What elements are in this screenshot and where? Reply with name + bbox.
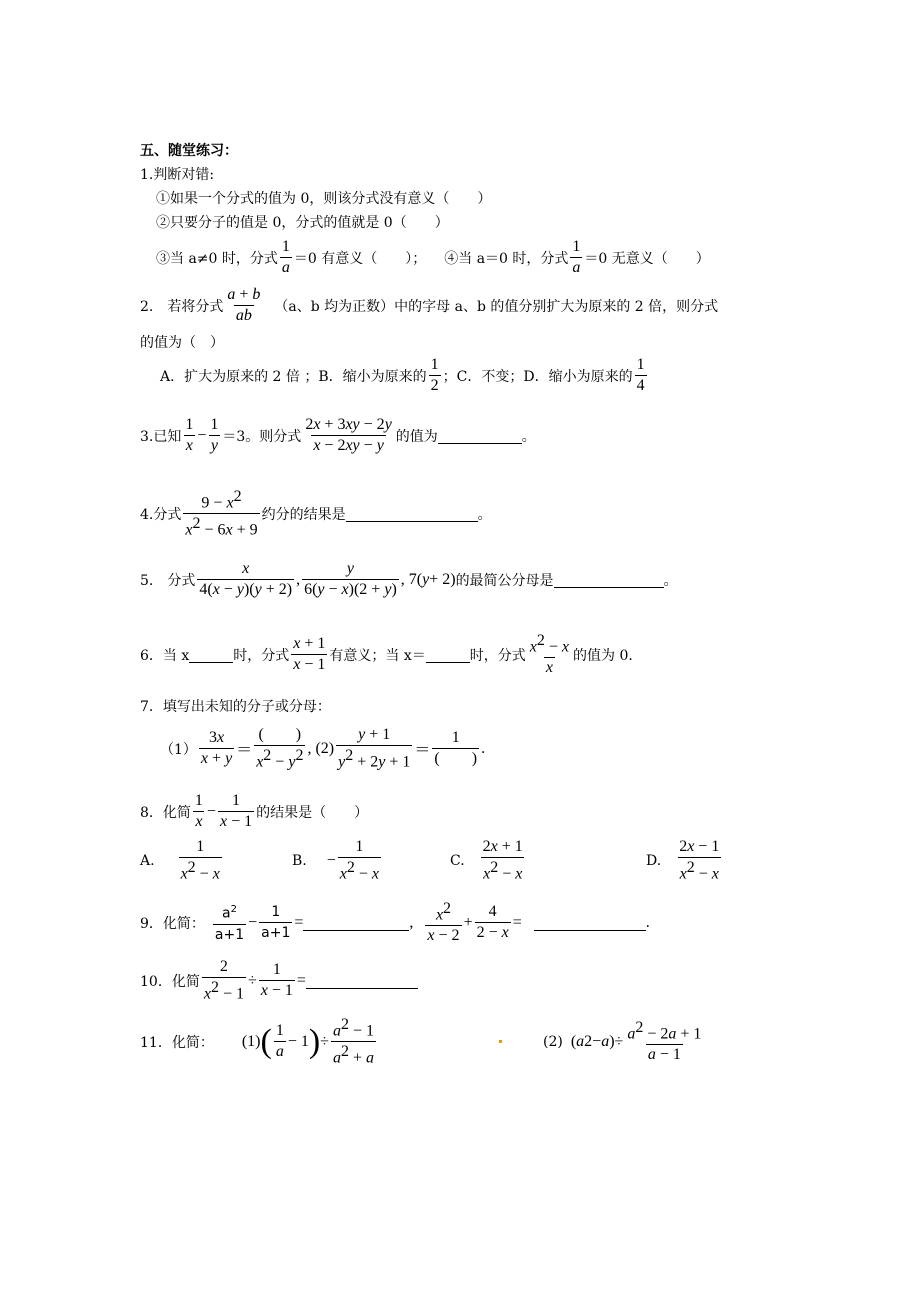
fraction-1-over-a-q11: $\frac{1}{a}$ [275,1022,284,1061]
fraction-q5-second: $\frac{y}{6(y - x)(2 + y)}$ [304,560,397,598]
q3-line: 3.已知 $\frac{1}{x}$ − $\frac{1}{y}$ ＝3。则分式 $\frac{2x + 3xy - 2y}{x - 2xy - y}$ 的值为 。 [140,416,536,454]
fraction-q8-1-over-x: $\frac{1}{x}$ [194,792,203,830]
q4-line [140,488,492,540]
q11-p2: (2) [542,1033,563,1050]
q8-label-c: C. [450,852,465,869]
q8-line: 8．化简 $\frac{1}{x}$ − $\frac{1}{x - 1}$ 的结果是（ ） [140,792,369,830]
fraction-x2-over-x-minus-2: $\frac{x^2}{x - 2}$ [427,900,460,945]
fraction-a2-minus-1-over-a2-plus-a: $\frac{a^2 - 1}{a^2 + a}$ [332,1016,374,1067]
q11-p1: (1) [241,1032,261,1050]
q5-post: 的最简公分母是 [455,572,554,589]
fraction-y-plus-1-over-quadratic: $\frac{y + 1}{y^2 + 2y + 1}$ [338,726,411,771]
q2-pre: 2. 若将分式 [140,298,224,315]
q11-pre: 11．化简： [140,1034,214,1051]
q2-mid: （a、b 均为正数）中的字母 a、b 的值分别扩大为原来的 2 倍，则分式 [274,298,719,315]
fraction-blank-over-x2-minus-y2: $\frac{( )}{x^2 - y^2}$ [256,726,304,771]
q6-mid1: 时，分式 [233,647,290,664]
fraction-option-a: $\frac{1}{x^2 - x}$ [180,838,220,883]
q4-pre: 4.分式 [140,506,182,523]
fraction-1-over-a: $\frac{1}{a}$ [281,238,290,276]
q3-post: 的值为 [395,428,438,445]
q8-option-d[interactable] [646,838,723,883]
q3-answer-blank[interactable] [438,427,522,444]
q9-pre: 9．化简： [140,915,205,932]
fraction-a2-minus-2a-plus-1-over-a-minus-1: $\frac{a^2 - 2a + 1}{a - 1}$ [627,1019,702,1064]
fraction-option-c: $\frac{2x + 1}{x^2 - x}$ [482,838,523,883]
fraction-1-over-a-2: $\frac{1}{a}$ [572,238,581,276]
q8-label-d: D. [646,852,662,869]
q8-label-b: B. [292,852,307,869]
fraction-option-d: $\frac{2x - 1}{x^2 - x}$ [679,838,720,883]
fraction-1-over-4: $\frac{1}{4}$ [636,356,645,394]
q11-p2-text: 2 [548,1033,558,1050]
q8-option-b[interactable]: B. − $\frac{1}{x^2 - x}$ [292,838,380,883]
q3-pre: 3.已知 [140,428,182,445]
fraction-1-over-2: $\frac{1}{2}$ [430,356,439,394]
q5-line: 5. 分式 $\frac{x}{4(x - y)(y + 2)}$ , $\frac{y}{6(y - x)(2 + y)}$ , 7( y + 2) 的最简公分母是 。 [140,560,678,598]
q7-title: 7．填写出未知的分子或分母： [140,699,331,715]
q8-label-a: A. [140,852,155,869]
q2-line2: 的值为（ ） [140,335,224,351]
q6-blank-1[interactable] [189,646,233,663]
q8-option-c[interactable] [450,838,527,883]
fraction-1-over-blank: $\frac{1}{( )}$ [434,729,478,768]
section-heading: 五、随堂练习： [140,143,238,159]
q1-c-post: ＝0 有意义（ ）； [293,250,427,267]
fraction-q4-expression: $\frac{9 - x^2}{x^2 - 6x + 9}$ [185,488,258,539]
q6-line [140,632,633,677]
q2-opts-b: ；C．不变；D．缩小为原来的 [442,368,633,385]
q9-line: 9．化简： $\frac{a^2}{a+1}$ − $\frac{1}{a+1}$ = , $\frac{x^2}{x - 2}$ + $\frac{4}{2 - x}$ = . [140,900,650,945]
q9-blank-2[interactable] [534,914,646,931]
fraction-1-over-a-plus-1: $\frac{1}{a+1}$ [261,904,291,942]
q3-end: 。 [521,428,536,445]
fraction-x-plus-1-over-x-minus-1: $\frac{x + 1}{x - 1}$ [293,635,326,674]
q2-options [160,356,649,395]
q1-d-post: ＝0 无意义（ ） [584,250,710,267]
q9-blank-1[interactable] [303,914,409,931]
q1-item-cd [156,238,710,277]
q1-item-b: ②只要分子的值是 0，分式的值就是 0（ ） [156,215,449,231]
q7-p2: (2) [315,739,335,757]
q1-item-a: ①如果一个分式的值为 0，则该分式没有意义（ ） [156,191,492,207]
q8-option-a[interactable] [140,838,224,883]
fraction-q5-first: $\frac{x}{4(x - y)(y + 2)}$ [199,560,293,598]
q7-p1: （1） [160,741,197,758]
q10-answer-blank[interactable] [306,972,418,989]
q6-pre: 6．当 x [140,647,190,664]
q4-post: 约分的结果是 [261,506,346,523]
q10-pre: 10．化简 [140,973,200,990]
q10-line: 10．化简 $\frac{2}{x^2 - 1}$ ÷ $\frac{1}{x - 1}$ = [140,958,418,1003]
q3-eq: ＝3。则分式 [222,428,302,445]
q7-equations: （1） $\frac{3x}{x + y}$ ＝ $\frac{( )}{x^2 - y^2}$ , (2) $\frac{y + 1}{y^2 + 2y + 1}$ ＝ $\frac{1}{( )}$ . [160,726,486,771]
fraction-a2-over-a-plus-1: $\frac{a^2}{a+1}$ [214,904,245,943]
q2-line1 [140,286,718,325]
q6-post: 的值为 0. [573,647,633,664]
q2-opts-a: A．扩大为原来的 2 倍 ；B．缩小为原来的 [160,368,427,385]
q6-mid3: 时，分式 [469,647,526,664]
q4-end: 。 [477,506,492,523]
fraction-1-over-x-minus-1-q10: $\frac{1}{x - 1}$ [260,961,293,1000]
q6-blank-2[interactable] [426,646,470,663]
fraction-q8-1-over-x-minus-1: $\frac{1}{x - 1}$ [219,792,253,830]
fraction-a-plus-b-over-ab: $\frac{a + b}{ab}$ [227,286,261,324]
q1-d-pre: ④当 a＝0 时，分式 [444,250,569,267]
fraction-q3-expression: $\frac{2x + 3xy - 2y}{x - 2xy - y}$ [305,416,392,454]
stray-mark-dot [499,1040,502,1043]
q8-pre: 8．化简 [140,804,191,821]
q5-pre: 5. 分式 [140,572,196,589]
q8-post: 的结果是（ ） [256,804,369,821]
fraction-2-over-x2-minus-1: $\frac{2}{x^2 - 1}$ [203,958,244,1003]
q5-answer-blank[interactable] [554,571,664,588]
fraction-x2-minus-x-over-x: $\frac{x^2 - x}{x}$ [529,632,570,677]
fraction-3x-over-x-plus-y: $\frac{3x}{x + y}$ [200,729,233,768]
fraction-1-over-y: $\frac{1}{y}$ [210,416,219,454]
q11-line: 11．化简： (1) ( $\frac{1}{a}$ − 1 ) ÷ $\frac{a^2 - 1}{a^2 + a}$ (2) ( a 2 − a ) ÷ $\frac{a^2 - 2a + 1}{a - 1}$ [140,1016,702,1067]
q6-mid2: 有意义；当 x＝ [329,647,426,664]
q1-title: 1.判断对错: [140,167,215,183]
q5-end: 。 [663,572,678,589]
q1-c-pre: ③当 a≠0 时，分式 [156,250,278,267]
fraction-4-over-2-minus-x: $\frac{4}{2 - x}$ [476,903,509,942]
fraction-option-b: $\frac{1}{x^2 - x}$ [339,838,380,883]
q4-answer-blank[interactable] [346,505,478,522]
fraction-1-over-x: $\frac{1}{x}$ [185,416,194,454]
